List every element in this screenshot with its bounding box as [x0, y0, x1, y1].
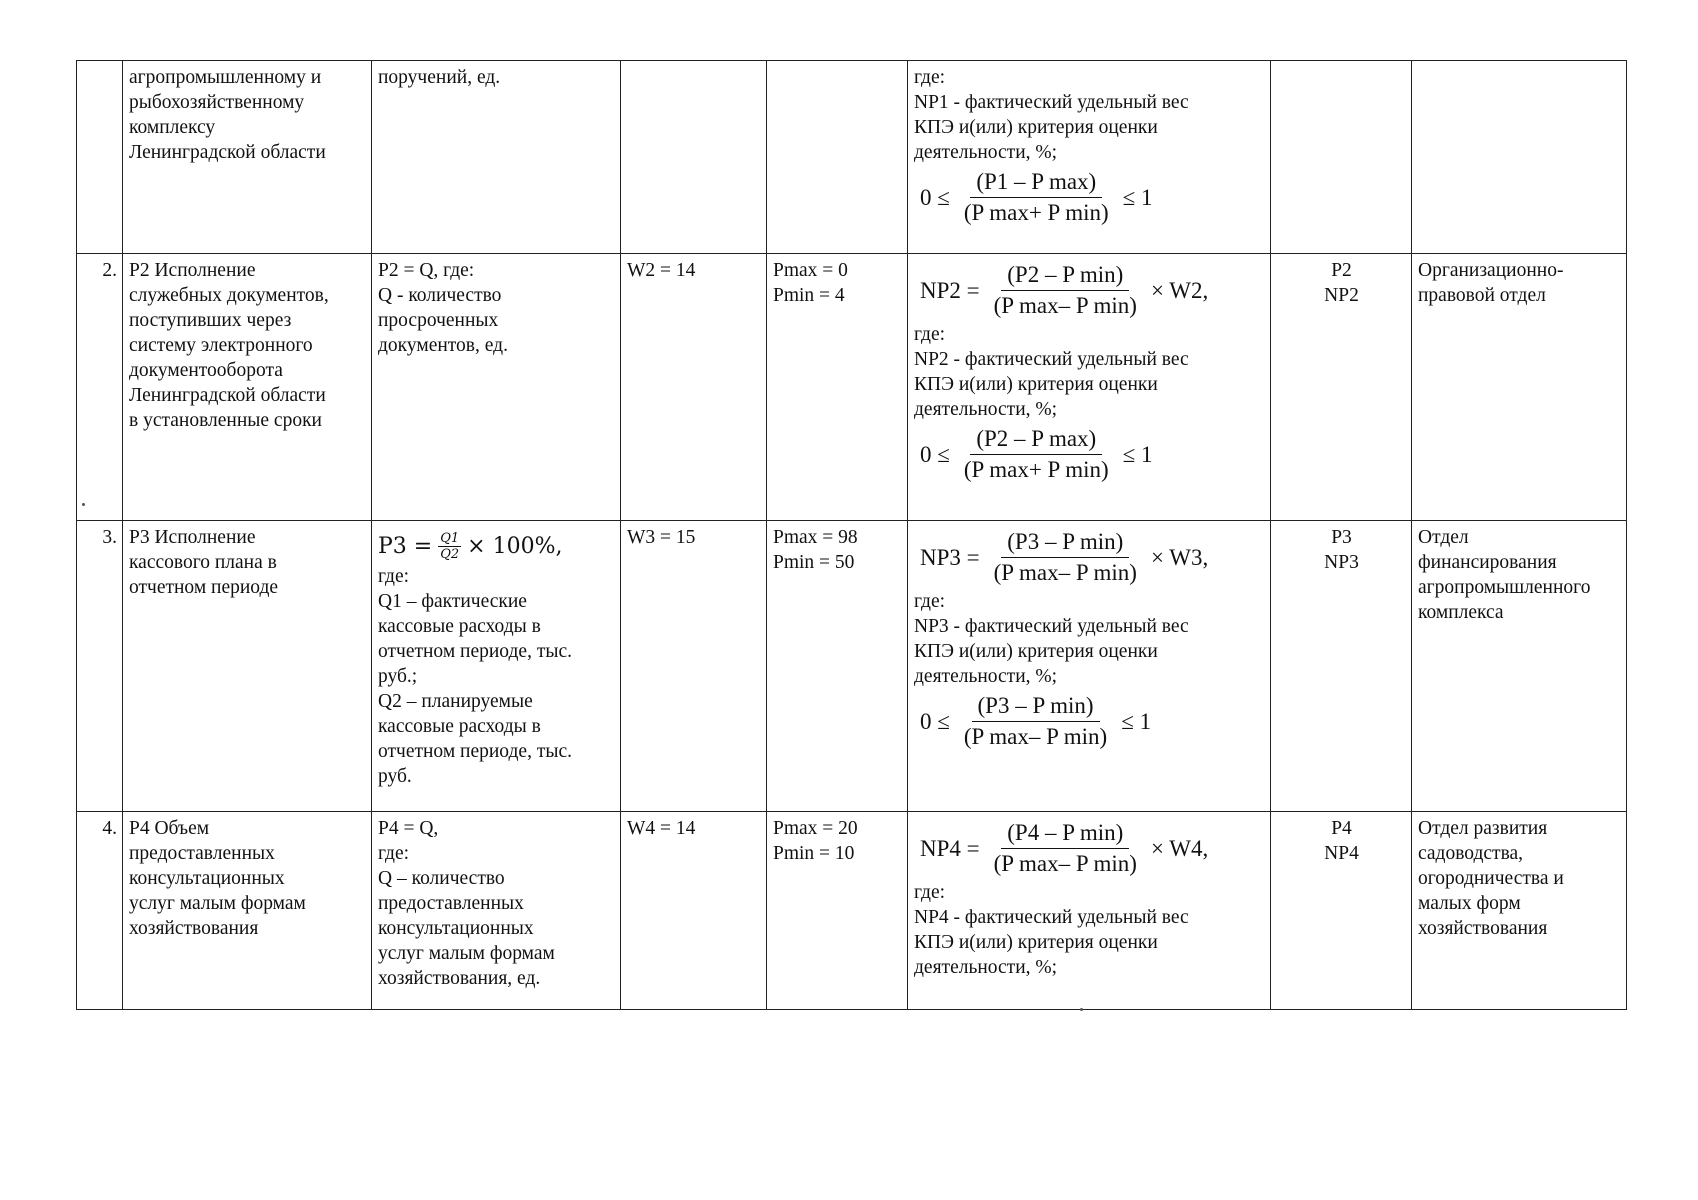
- calculation-cell: Р4 = Q, где: Q – количество предоставленных консультационных услуг малым формам хозяйствования, ед.: [372, 812, 621, 1010]
- indicator-name-cell: Р2 Исполнение служебных документов, поступивших через систему электронного документооборота Ленинградской области в установленные сроки: [123, 254, 372, 521]
- labels-cell: P4 NP4: [1271, 812, 1412, 1010]
- indicator-name-cell: Р4 Объем предоставленных консультационных услуг малым формам хозяйствования: [123, 812, 372, 1010]
- formula-cell: NP3 = $\frac{\text{(P3 – P min)}}{\text{(P max– P min)}}$ × W3, где: NP3 - фактический удельный вес КПЭ и(или) критерия оценки деятельности, %; 0 ≤ $\frac{\text{(P3 – P min)}}{\text{(P max– P min)}}$ ≤ 1: [908, 521, 1271, 812]
- condition-formula: 0 ≤ $\frac{\text{(P2 – P max)}}{\text{(P max+ P min)}}$ ≤ 1: [920, 426, 1153, 482]
- main-formula: NP3 = $\frac{\text{(P3 – P min)}}{\text{(P max– P min)}}$ × W3,: [920, 529, 1209, 585]
- weight-cell: W2 = 14: [621, 254, 767, 521]
- labels-cell: [1271, 61, 1412, 254]
- condition-formula: 0 ≤ $\frac{\text{(P1 – P max)}}{\text{(P max+ P min)}}$ ≤ 1: [920, 169, 1153, 225]
- table-row: [77, 61, 1627, 254]
- weight-cell: W3 = 15: [621, 521, 767, 812]
- table-row: [77, 521, 1627, 812]
- department-cell: [1412, 61, 1627, 254]
- row-number-cell: 3.: [77, 521, 123, 812]
- formula-cell: NP4 = $\frac{\text{(P4 – P min)}}{\text{(P max– P min)}}$ × W4, где: NP4 - фактический удельный вес КПЭ и(или) критерия оценки деятельности, %;: [908, 812, 1271, 1010]
- scan-speck: [1080, 1008, 1083, 1011]
- indicator-name-cell: Р3 Исполнение кассового плана в отчетном периоде: [123, 521, 372, 812]
- scan-speck: [82, 503, 85, 506]
- row-number-cell: 4.: [77, 812, 123, 1010]
- limits-cell: Pmax = 98 Pmin = 50: [767, 521, 908, 812]
- department-cell: Отдел финансирования агропромышленного комплекса: [1412, 521, 1627, 812]
- labels-cell: P2 NP2: [1271, 254, 1412, 521]
- department-cell: Отдел развития садоводства, огородничества и малых форм хозяйствования: [1412, 812, 1627, 1010]
- row-number-cell: [77, 61, 123, 254]
- main-formula: NP2 = $\frac{\text{(P2 – P min)}}{\text{(P max– P min)}}$ × W2,: [920, 262, 1209, 318]
- limits-cell: Pmax = 20 Pmin = 10: [767, 812, 908, 1010]
- table-row: [77, 812, 1627, 1010]
- table-row: [77, 254, 1627, 521]
- main-formula: NP4 = $\frac{\text{(P4 – P min)}}{\text{(P max– P min)}}$ × W4,: [920, 820, 1209, 876]
- calculation-cell: Р2 = Q, где: Q - количество просроченных документов, ед.: [372, 254, 621, 521]
- limits-cell: Pmax = 0 Pmin = 4: [767, 254, 908, 521]
- kpe-table: [76, 60, 1627, 1010]
- calculation-cell: поручений, ед.: [372, 61, 621, 254]
- condition-formula: 0 ≤ $\frac{\text{(P3 – P min)}}{\text{(P max– P min)}}$ ≤ 1: [920, 693, 1152, 749]
- formula-cell: где: NP1 - фактический удельный вес КПЭ и(или) критерия оценки деятельности, %; 0 ≤ $\frac{\text{(P1 – P max)}}{\text{(P max+ P min)}}$ ≤ 1: [908, 61, 1271, 254]
- limits-cell: [767, 61, 908, 254]
- p3-formula: P3 = $\frac{Q1}{Q2}$ × 100%,: [378, 531, 563, 562]
- formula-cell: NP2 = $\frac{\text{(P2 – P min)}}{\text{(P max– P min)}}$ × W2, где: NP2 - фактический удельный вес КПЭ и(или) критерия оценки деятельности, %; 0 ≤ $\frac{\text{(P2 – P max)}}{\text{(P max+ P min)}}$ ≤ 1: [908, 254, 1271, 521]
- weight-cell: [621, 61, 767, 254]
- row-number-cell: 2.: [77, 254, 123, 521]
- department-cell: Организационно- правовой отдел: [1412, 254, 1627, 521]
- weight-cell: W4 = 14: [621, 812, 767, 1010]
- indicator-name-cell: агропромышленному и рыбохозяйственному комплексу Ленинградской области: [123, 61, 372, 254]
- labels-cell: P3 NP3: [1271, 521, 1412, 812]
- calculation-cell: P3 = $\frac{Q1}{Q2}$ × 100%, где: Q1 – фактические кассовые расходы в отчетном периоде, тыс. руб.; Q2 – планируемые кассовые расходы в отчетном периоде, тыс. руб.: [372, 521, 621, 812]
